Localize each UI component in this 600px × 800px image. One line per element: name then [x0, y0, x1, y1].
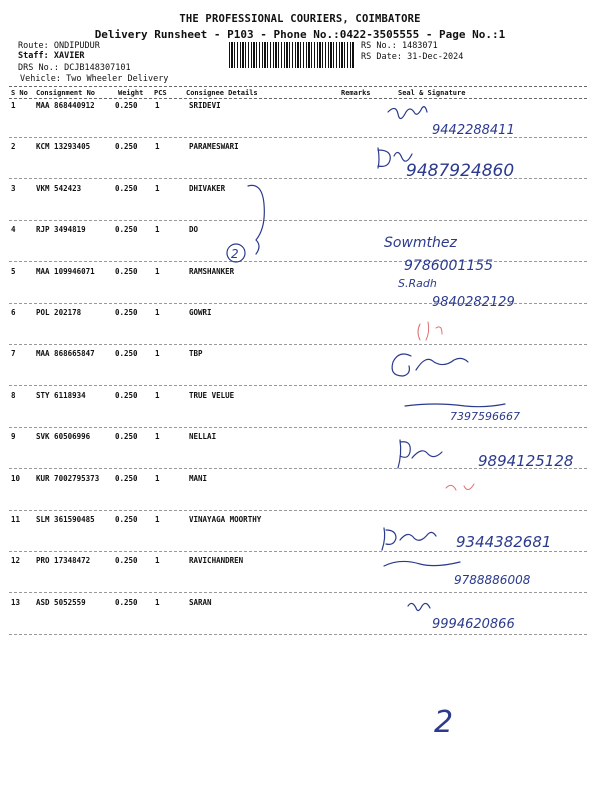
row-weight: 0.250	[115, 101, 138, 110]
row-consignee: SRIDEVI	[189, 101, 221, 110]
row-consignment-no: VKM 542423	[36, 183, 82, 193]
row-consignee: DHIVAKER	[189, 183, 226, 193]
row-consignment-no: SLM 361590485	[36, 515, 95, 524]
row-weight: 0.250	[115, 308, 138, 317]
row-weight: 0.250	[115, 349, 138, 359]
row-sno: 10	[11, 473, 21, 483]
row-weight: 0.250	[115, 515, 138, 524]
row-pcs: 1	[155, 473, 160, 483]
row-pcs: 1	[155, 142, 160, 152]
row-weight: 0.250	[115, 556, 138, 566]
signature-13	[408, 603, 430, 610]
col-remarks: Remarks	[341, 89, 371, 97]
vehicle-value: Two Wheeler Delivery	[66, 74, 169, 84]
route-value: ONDIPUDUR	[53, 41, 100, 51]
staff-value: XAVIER	[53, 51, 85, 61]
row-weight: 0.250	[115, 390, 138, 400]
row-sno: 12	[11, 556, 21, 566]
row-consignee: TBP	[189, 349, 203, 359]
row-consignee: VINAYAGA MOORTHY	[189, 515, 262, 524]
row-sno: 4	[11, 225, 16, 235]
row-pcs: 1	[155, 432, 160, 442]
row-sno: 13	[11, 597, 21, 607]
hand-phone-1: 9442288411	[432, 123, 515, 138]
hand-phone-13: 9994620866	[432, 617, 515, 632]
row-consignment-no: MAA 109946071	[36, 266, 95, 276]
row-pcs: 1	[155, 266, 160, 276]
hand-phone-11: 9344382681	[456, 533, 552, 551]
red-mark-6	[418, 322, 442, 340]
row-pcs: 1	[155, 183, 160, 193]
row-consignment-no: RJP 3494819	[36, 225, 86, 235]
row-pcs: 1	[155, 101, 160, 110]
row-consignment-no: ASD 5052559	[36, 597, 86, 607]
row-sno: 11	[11, 515, 21, 524]
row-consignment-no: MAA 868665847	[36, 349, 95, 359]
row-pcs: 1	[155, 597, 160, 607]
runsheet-subtitle: Delivery Runsheet - P103 - Phone No.:0422-3505555 - Page No.:1	[94, 28, 506, 41]
signature-9	[398, 440, 442, 468]
row-pcs: 1	[155, 390, 160, 400]
row-sno: 5	[11, 266, 16, 276]
row-sno: 1	[11, 101, 16, 110]
rs-date-value: 31-Dec-2024	[407, 52, 464, 62]
row-pcs: 1	[155, 556, 160, 566]
row-consignee: NELLAI	[189, 432, 217, 442]
hand-page-mark: 2	[434, 705, 454, 740]
hand-phone-12: 9788886008	[454, 573, 531, 587]
hand-phone-8: 7397596667	[450, 410, 520, 423]
row-weight: 0.250	[115, 225, 138, 235]
row-consignee: RAMSHANKER	[189, 266, 235, 276]
row-sno: 3	[11, 183, 16, 193]
row-sno: 2	[11, 142, 16, 152]
signature-1	[388, 107, 427, 119]
row-weight: 0.250	[115, 266, 138, 276]
row-consignment-no: MAA 868440912	[36, 101, 95, 110]
col-weight: Weight	[118, 89, 144, 97]
col-consignment: Consignment No	[36, 89, 96, 97]
row-consignment-no: SVK 60506996	[36, 432, 91, 442]
drs-line: DRS No.: DCJB148307101	[18, 63, 131, 73]
hand-circle-mark: 2	[231, 247, 239, 261]
rs-date-line: RS Date: 31-Dec-2024	[361, 52, 464, 62]
row-consignee: RAVICHANDREN	[189, 556, 244, 566]
signature-11	[382, 528, 436, 550]
row-consignee: GOWRI	[189, 308, 212, 317]
row-consignee: PARAMESWARI	[189, 142, 239, 152]
red-mark-10	[446, 484, 474, 490]
row-sno: 8	[11, 390, 16, 400]
row-pcs: 1	[155, 515, 160, 524]
col-consignee: Consignee Details	[186, 89, 258, 97]
row-weight: 0.250	[115, 473, 138, 483]
col-sno: S No	[11, 89, 28, 97]
row-weight: 0.250	[115, 432, 138, 442]
rs-no-line: RS No.: 1483071	[361, 41, 438, 51]
route-line: Route: ONDIPUDUR	[18, 41, 100, 51]
row-consignee: MANI	[189, 473, 208, 483]
vehicle-line: Vehicle: Two Wheeler Delivery	[20, 74, 169, 84]
hand-phone-2: 9487924860	[406, 161, 515, 181]
row-sno: 7	[11, 349, 16, 359]
strike-8	[405, 404, 505, 407]
signature-7	[392, 354, 468, 376]
staff-line: Staff: XAVIER	[18, 51, 85, 61]
row-weight: 0.250	[115, 183, 138, 193]
row-consignee: SARAN	[189, 597, 212, 607]
hand-name-5b: S.Radh	[398, 277, 437, 290]
col-seal: Seal & Signature	[398, 89, 466, 97]
hand-name-5: Sowmthez	[384, 235, 457, 251]
scribble-3	[248, 185, 264, 254]
hand-phone-5: 9786001155	[404, 258, 494, 274]
hand-phone-5b: 9840282129	[432, 295, 515, 310]
row-weight: 0.250	[115, 597, 138, 607]
row-consignment-no: KUR 7002795373	[36, 473, 100, 483]
hand-phone-9: 9894125128	[478, 452, 574, 470]
row-consignee: DO	[189, 225, 199, 235]
row-pcs: 1	[155, 225, 160, 235]
row-weight: 0.250	[115, 142, 138, 152]
row-consignee: TRUE VELUE	[189, 390, 235, 400]
col-pcs: PCS	[154, 89, 167, 97]
row-pcs: 1	[155, 349, 160, 359]
row-pcs: 1	[155, 308, 160, 317]
row-consignment-no: PRO 17348472	[36, 556, 91, 566]
row-consignment-no: POL 202178	[36, 308, 82, 317]
signature-12	[384, 561, 460, 566]
company-title: THE PROFESSIONAL COURIERS, COIMBATORE	[179, 13, 421, 25]
row-consignment-no: STY 6118934	[36, 390, 86, 400]
rs-no-value: 1483071	[401, 41, 438, 51]
row-sno: 9	[11, 432, 16, 442]
row-consignment-no: KCM 13293405	[36, 142, 91, 152]
row-sno: 6	[11, 308, 16, 317]
drs-value: DCJB148307101	[64, 63, 131, 73]
